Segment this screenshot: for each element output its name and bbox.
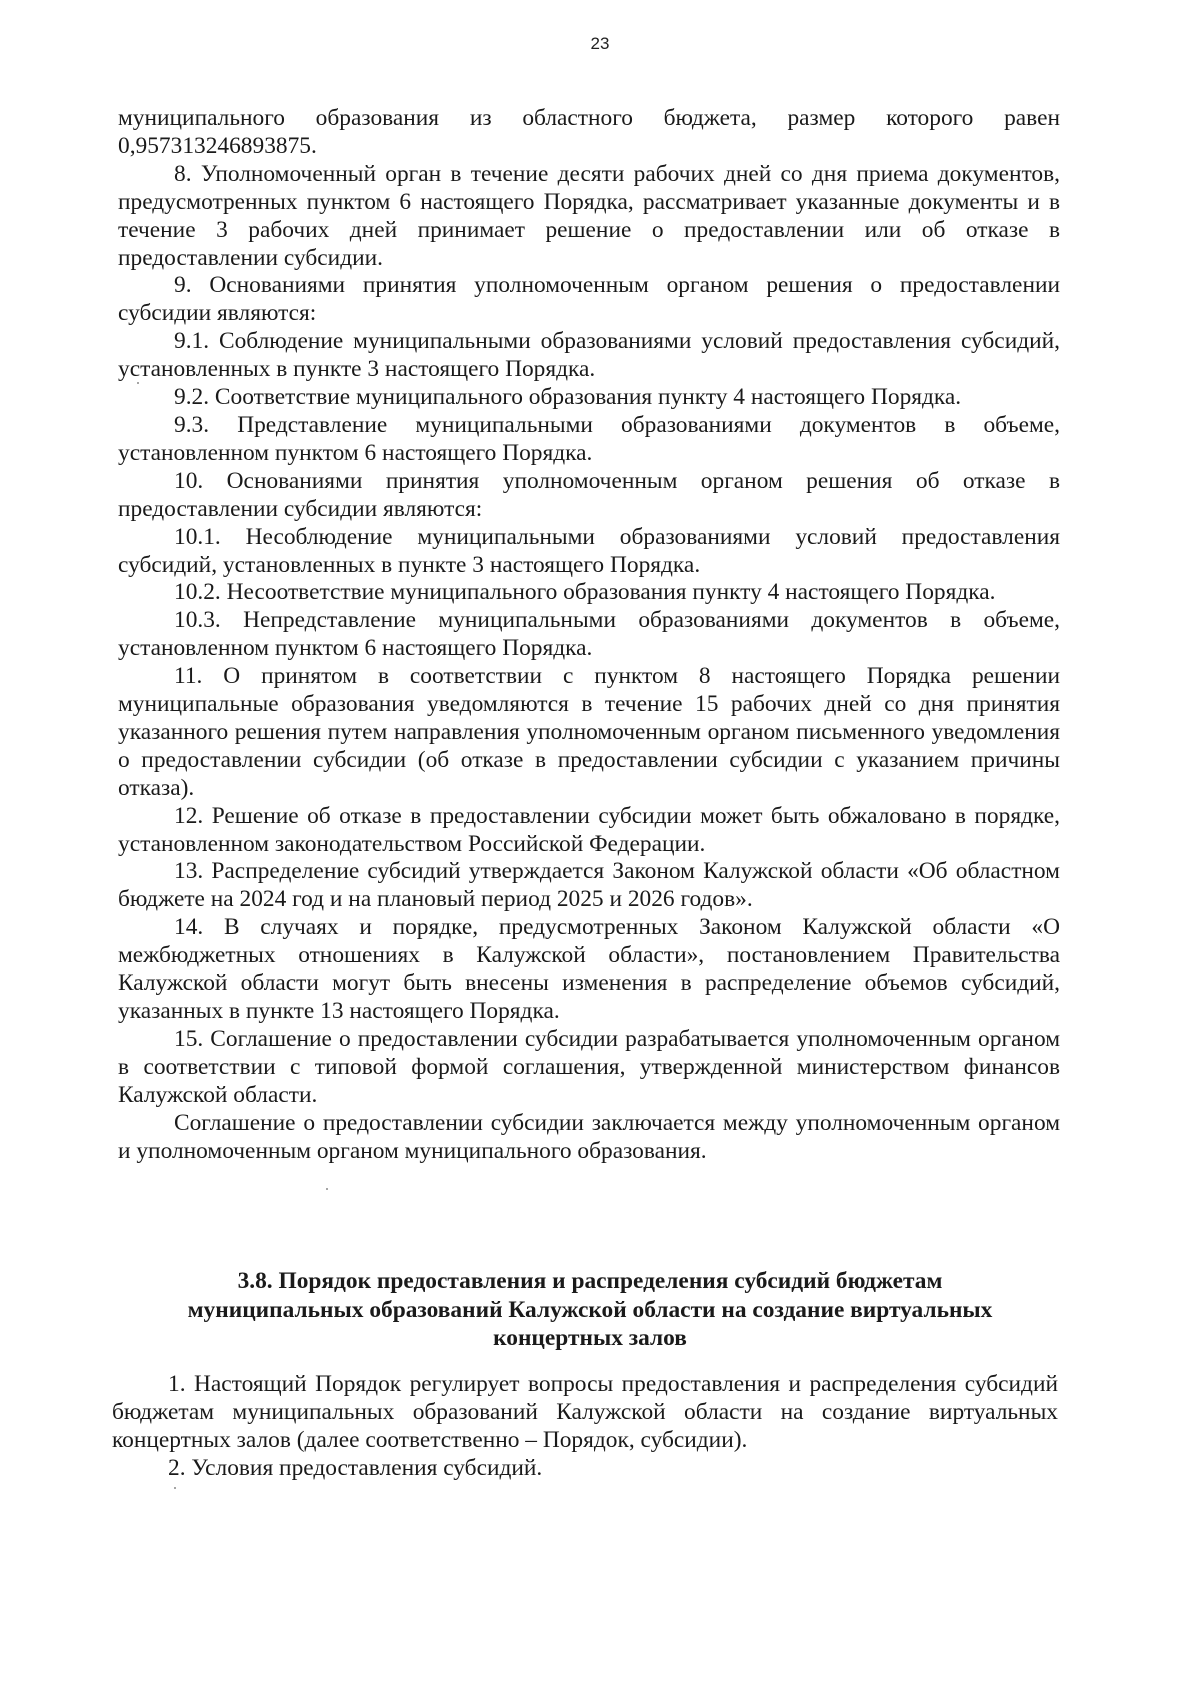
scan-speck (174, 1487, 176, 1489)
paragraph-item-11: 11. О принятом в соответствии с пунктом 8 настоящего Порядка решении муниципальные образования уведомляются в течение 15 рабочих дней со дня принятия указанного решения путем направления уполномоченным органом письменного уведомления о предоставлении субсидии (об отказе в предоставлении субсидии с указанием причины отказа). (118, 663, 1060, 801)
paragraph-item-10-1: 10.1. Несоблюдение муниципальными образованиями условий предоставления субсидий, установленных в пункте 3 настоящего Порядка. (118, 523, 1060, 578)
paragraph-item-14: 14. В случаях и порядке, предусмотренных Законом Калужской области «О межбюджетных отношениях в Калужской области», постановлением Правительства Калужской области могут быть внесены изменения в распределение объемов субсидий, указанных в пункте 13 настоящего Порядка. (118, 914, 1060, 1024)
heading-line: 3.8. Порядок предоставления и распределения субсидий бюджетам (237, 1268, 943, 1294)
paragraph-item-9: 9. Основаниями принятия уполномоченным органом решения о предоставлении субсидии являются: (118, 272, 1060, 327)
section-text (112, 1370, 1058, 1482)
paragraph-item-8: 8. Уполномоченный орган в течение десяти рабочих дней со дня приема документов, предусмотренных пунктом 6 настоящего Порядка, рассматривает указанные документы и в течение 3 рабочих дней принимает решение о предоставлении или об отказе в предоставлении субсидии. (118, 160, 1060, 271)
page-number: 23 (590, 34, 610, 53)
paragraph-item-10-2: 10.2. Несоответствие муниципального образования пункту 4 настоящего Порядка. (174, 579, 996, 606)
section-heading (150, 1267, 1030, 1353)
paragraph-item-13: 13. Распределение субсидий утверждается Законом Калужской области «Об областном бюджете на 2024 год и на плановый период 2025 и 2026 годов». (118, 858, 1060, 913)
paragraph-section-item-2: 2. Условия предоставления субсидий. (168, 1455, 543, 1481)
scan-speck (326, 1188, 328, 1190)
paragraph-item-15: 15. Соглашение о предоставлении субсидии разрабатывается уполномоченным органом в соответствии с типовой формой соглашения, утвержденной министерством финансов Калужской области. (118, 1025, 1060, 1108)
heading-line: концертных залов (493, 1325, 687, 1351)
main-text (118, 105, 1060, 1165)
paragraph-item-9-1: 9.1. Соблюдение муниципальными образованиями условий предоставления субсидий, установленных в пункте 3 настоящего Порядка. (118, 328, 1060, 383)
paragraph-item-9-2: 9.2. Соответствие муниципального образования пункту 4 настоящего Порядка. (174, 384, 962, 411)
paragraph-item-9-3: 9.3. Представление муниципальными образованиями документов в объеме, установленном пунктом 6 настоящего Порядка. (118, 411, 1060, 466)
heading-line: муниципальных образований Калужской области на создание виртуальных (187, 1296, 993, 1323)
paragraph-section-item-1: 1. Настоящий Порядок регулирует вопросы предоставления и распределения субсидий бюджетам муниципальных образований Калужской области на создание виртуальных концертных залов (далее соответственно – Порядок, субсидии). (112, 1371, 1058, 1453)
paragraph-item-10-3: 10.3. Непредставление муниципальными образованиями документов в объеме, установленном пунктом 6 настоящего Порядка. (118, 607, 1060, 662)
paragraph-agreement: Соглашение о предоставлении субсидии заключается между уполномоченным органом и уполномоченным органом муниципального образования. (118, 1109, 1060, 1164)
paragraph-item-12: 12. Решение об отказе в предоставлении субсидии может быть обжаловано в порядке, установленном законодательством Российской Федерации. (118, 802, 1060, 857)
paragraph-continuation: муниципального образования из областного бюджета, размер которого равен 0,957313246893875. (118, 105, 1060, 159)
scan-speck (137, 382, 139, 384)
paragraph-item-10: 10. Основаниями принятия уполномоченным органом решения об отказе в предоставлении субсидии являются: (118, 467, 1060, 522)
